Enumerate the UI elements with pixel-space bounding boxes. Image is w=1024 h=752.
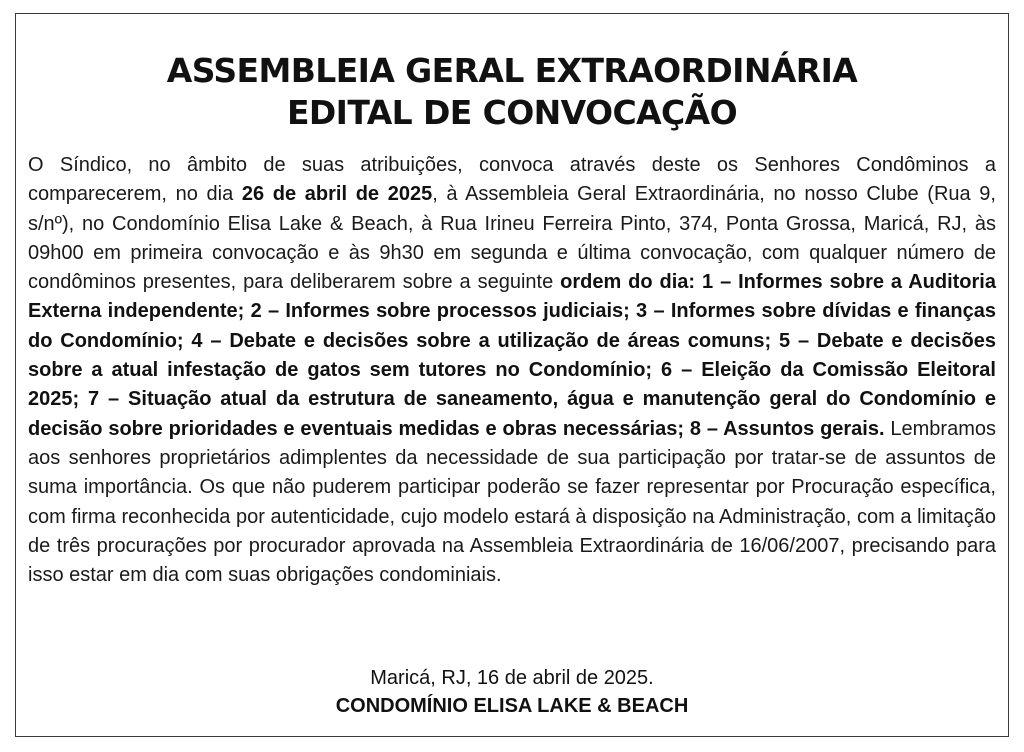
place-date: Maricá, RJ, 16 de abril de 2025. [370, 667, 654, 689]
notice-title [16, 50, 1008, 134]
title-line-1: ASSEMBLEIA GERAL EXTRAORDINÁRIA [166, 51, 858, 90]
title-line-2: EDITAL DE CONVOCAÇÃO [286, 93, 738, 132]
meeting-date: 26 de abril de 2025 [241, 183, 433, 206]
notice-footer [16, 664, 1008, 720]
body-intro: O Síndico, no âmbito de suas atribuições, convoca através deste os Senhores Condôminos a comparecerem, no dia [28, 154, 996, 206]
body-closing-text: Lembramos aos senhores proprietários adimplentes da necessidade de sua participação por tratar-se de assuntos de suma importância. Os que não puderem participar poderão se fazer representar por Procuração específica, com firma reconhecida por autenticidade, cujo modelo estará à disposição na Administração, com a limitação de três procurações por procurador aprovada na Assembleia Extraordinária de 16/06/2007, precisando para isso estar em dia com suas obrigações condominiais. [28, 417, 996, 587]
notice-body [28, 151, 996, 590]
body-location: , à Assembleia Geral Extraordinária, no nosso Clube (Rua 9, s/nº), no Condomínio Elisa Lake & Beach, à Rua Irineu Ferreira Pinto, 374, Ponta Grossa, Maricá, RJ, às 09h00 em primeira convocação e às 9h30 em segunda e última convocação, com qualquer número de condôminos presentes, para deliberarem sobre a seguinte [28, 183, 996, 294]
signature: CONDOMÍNIO ELISA LAKE & BEACH [335, 695, 689, 717]
agenda: ordem do dia: 1 – Informes sobre a Auditoria Externa independente; 2 – Informes sobre processos judiciais; 3 – Informes sobre dívidas e finanças do Condomínio; 4 – Debate e decisões sobre a utilização de áreas comuns; 5 – Debate e decisões sobre a atual infestação de gatos sem tutores no Condomínio; 6 – Eleição da Comissão Eleitoral 2025; 7 – Situação atual da estrutura de saneamento, água e manutenção geral do Condomínio e decisão sobre prioridades e eventuais medidas e obras necessárias; 8 – Assuntos gerais. [28, 271, 996, 440]
notice-frame [15, 13, 1009, 737]
